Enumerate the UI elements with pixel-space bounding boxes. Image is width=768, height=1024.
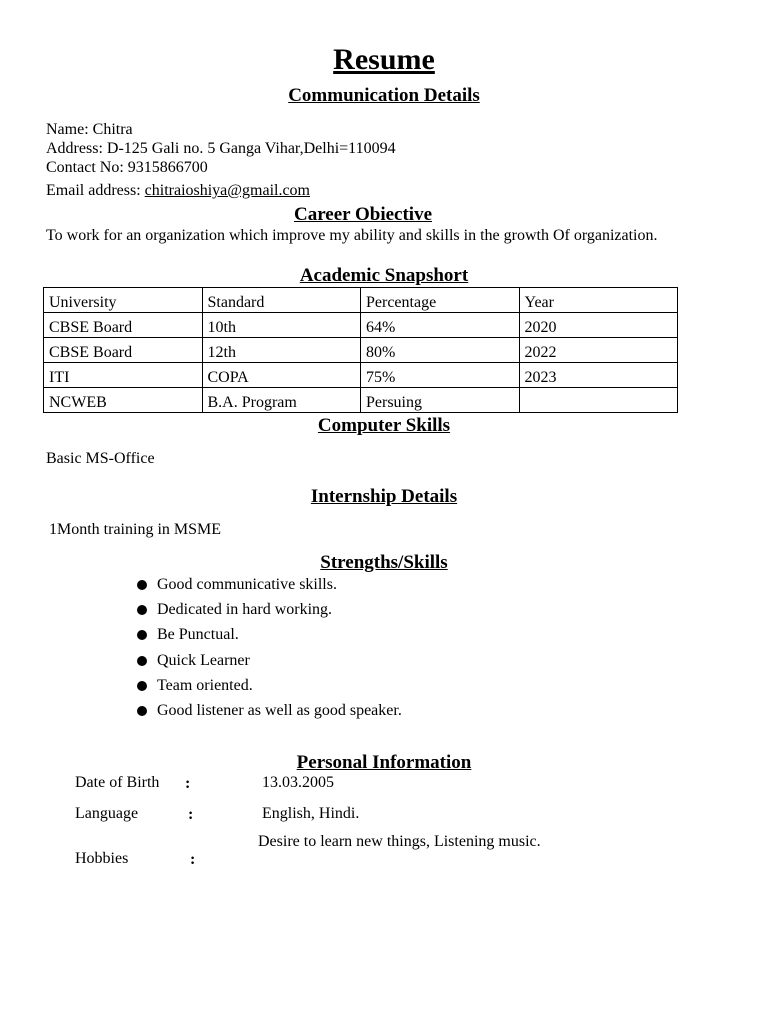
table-row — [44, 338, 678, 363]
hobbies-colon: : — [190, 851, 196, 868]
table-header-row — [44, 288, 678, 313]
bullet-icon — [137, 580, 147, 590]
internship-heading: Internship Details — [310, 486, 458, 507]
academic-heading: Academic Snapshort — [299, 265, 469, 286]
column-header: Year — [519, 288, 678, 313]
bullet-icon — [137, 656, 147, 666]
career-heading: Career Obiective — [293, 204, 433, 225]
column-header: Percentage — [361, 288, 520, 313]
table-cell: 2022 — [519, 338, 678, 363]
hobbies-label: Hobbies — [75, 850, 129, 867]
table-row — [44, 363, 678, 388]
table-cell — [519, 388, 678, 413]
list-item: Team oriented. — [137, 675, 402, 700]
column-header: University — [44, 288, 203, 313]
bullet-icon — [137, 681, 147, 691]
table-cell: COPA — [202, 363, 361, 388]
hobbies-value: Desire to learn new things, Listening music. — [258, 833, 541, 850]
dob-colon: : — [185, 775, 191, 792]
computer-heading: Computer Skills — [317, 415, 451, 436]
table-cell: ITI — [44, 363, 203, 388]
table-cell: NCWEB — [44, 388, 203, 413]
table-cell: 80% — [361, 338, 520, 363]
list-item: Dedicated in hard working. — [137, 599, 402, 624]
personal-heading: Personal Information — [296, 752, 472, 773]
table-cell: 75% — [361, 363, 520, 388]
language-colon: : — [188, 806, 194, 823]
address-line: Address: D-125 Gali no. 5 Ganga Vihar,Delhi=110094 — [46, 140, 396, 157]
table-cell: CBSE Board — [44, 338, 203, 363]
email-link[interactable]: chitraioshiya@gmail.com — [144, 182, 310, 199]
strengths-heading: Strengths/Skills — [320, 552, 448, 573]
communication-heading: Communication Details — [288, 85, 480, 106]
bullet-icon — [137, 706, 147, 716]
language-label: Language — [75, 805, 139, 822]
list-item: Good communicative skills. — [137, 574, 402, 599]
table-cell: 12th — [202, 338, 361, 363]
list-item: Quick Learner — [137, 650, 402, 675]
language-value: English, Hindi. — [262, 805, 360, 822]
computer-text: Basic MS-Office — [46, 450, 155, 467]
resume-title: Resume — [333, 43, 435, 76]
table-cell: CBSE Board — [44, 313, 203, 338]
academic-table — [43, 287, 678, 413]
table-cell: B.A. Program — [202, 388, 361, 413]
email-line — [46, 181, 310, 201]
contact-line: Contact No: 9315866700 — [46, 159, 208, 176]
name-line: Name: Chitra — [46, 121, 133, 138]
list-item: Be Punctual. — [137, 624, 402, 649]
internship-text: 1Month training in MSME — [49, 521, 222, 538]
table-cell: 10th — [202, 313, 361, 338]
table-row — [44, 388, 678, 413]
table-row — [44, 313, 678, 338]
dob-value: 13.03.2005 — [262, 774, 334, 791]
email-label: Email address: — [46, 182, 145, 199]
column-header: Standard — [202, 288, 361, 313]
career-text: To work for an organization which improve my ability and skills in the growth Of organization. — [46, 227, 658, 244]
table-cell: Persuing — [361, 388, 520, 413]
table-cell: 2023 — [519, 363, 678, 388]
bullet-icon — [137, 605, 147, 615]
dob-label: Date of Birth — [75, 774, 160, 791]
bullet-icon — [137, 630, 147, 640]
strengths-list — [137, 574, 402, 725]
table-cell: 2020 — [519, 313, 678, 338]
table-cell: 64% — [361, 313, 520, 338]
list-item: Good listener as well as good speaker. — [137, 700, 402, 725]
